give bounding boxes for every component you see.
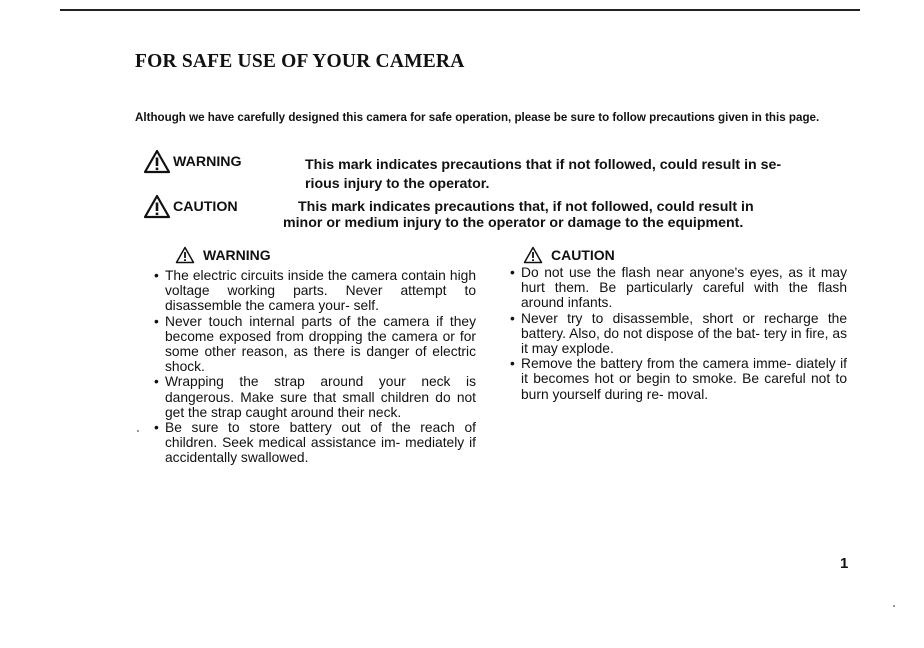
list-item: • The electric circuits inside the camera contain high voltage working parts. Never attempt to disassemble the camera your- self.: [154, 268, 476, 314]
list-item: • Never touch internal parts of the camera if they become exposed from dropping the camera or for some other reason, as there is danger of electric shock.: [154, 313, 476, 375]
caution-definition-label: [143, 194, 238, 219]
warning-definition-line2: rious injury to the operator.: [305, 176, 490, 192]
scan-speck: [893, 605, 895, 607]
intro-paragraph: Although we have carefully designed this camera for safe operation, please be sure to follow precautions given in this page.: [135, 111, 820, 124]
bullet-icon: •: [154, 268, 159, 283]
warning-triangle-icon: [143, 149, 171, 174]
warning-triangle-icon: [143, 194, 171, 219]
caution-list: [509, 265, 847, 402]
list-item: • Never try to disassemble, short or recharge the battery. Also, do not dispose of the bat- tery in fire, as it may explode.: [510, 310, 847, 357]
warning-definition-label: [143, 149, 242, 174]
list-item: • Remove the battery from the camera imme- diately if it becomes hot or begin to smoke. Be careful not to burn yourself during re- moval.: [510, 356, 847, 402]
warning-list: [153, 268, 476, 466]
bullet-icon: •: [154, 313, 159, 329]
bullet-icon: •: [510, 310, 515, 326]
warning-heading-text: WARNING: [203, 247, 271, 263]
bullet-icon: •: [154, 374, 159, 390]
page-number: 1: [840, 555, 849, 572]
caution-label-text: CAUTION: [173, 198, 238, 215]
list-item: • Do not use the flash near anyone's eyes, as it may hurt them. Be particularly careful with the flash around infants.: [510, 265, 847, 311]
bullet-icon: •: [510, 356, 515, 372]
warning-section-heading: [175, 246, 271, 264]
warning-definition-line1: This mark indicates precautions that if not followed, could result in se-: [305, 157, 782, 173]
list-item: • Wrapping the strap around your neck is dangerous. Make sure that small children do not get the strap caught around their neck.: [154, 374, 476, 420]
caution-definition-line1: This mark indicates precautions that, if not followed, could result in: [298, 199, 754, 215]
caution-heading-text: CAUTION: [551, 247, 615, 263]
page-title: FOR SAFE USE OF YOUR CAMERA: [135, 51, 465, 72]
bullet-icon: •: [510, 265, 515, 280]
caution-section-heading: [523, 246, 615, 264]
bullet-icon: •: [154, 420, 159, 436]
list-item: • Be sure to store battery out of the reach of children. Seek medical assistance im- mediately if accidentally swallowed.: [154, 420, 476, 466]
scan-speck: [137, 430, 139, 432]
warning-label-text: WARNING: [173, 153, 242, 170]
top-rule: [60, 9, 860, 11]
caution-definition-line2: minor or medium injury to the operator or damage to the equipment.: [283, 215, 744, 231]
warning-triangle-icon: [523, 246, 543, 264]
warning-triangle-icon: [175, 246, 195, 264]
